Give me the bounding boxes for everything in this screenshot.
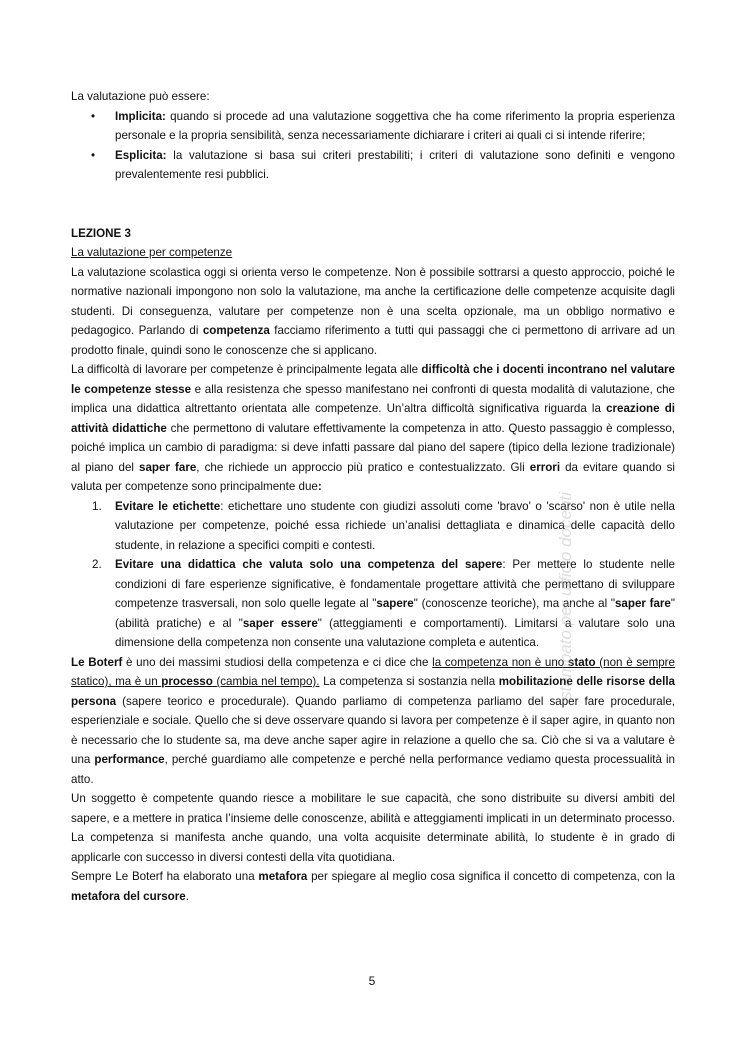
- lesson-section: [71, 224, 675, 907]
- paragraph: Un soggetto è competente quando riesce a mobilitare le sue capacità, che sono distribuite su diversi ambiti del sapere, e a mettere in pratica l’insieme delle conoscenze, abilità e atteggiamenti implicati in un determinato processo. La competenza si manifesta anche quando, una volta acquisite determinate abilità, lo studente è in grado di applicarle con successo in diversi contesti della vita quotidiana.: [71, 792, 675, 864]
- list-item: 2. Evitare una didattica che valuta solo una competenza del sapere: Per mettere lo studente nelle condizioni di fare esperienze significative, è fondamentale progettare attività che permettano di sviluppare competenze trasversali, non solo quelle legate al "sapere" (conoscenze teoriche), ma anche al "saper fare" (abilità pratiche) e al "saper essere" (atteggiamenti e comportamenti). Limitarsi a valutare solo una dimensione della competenza non consente una valutazione completa e autentica.: [92, 558, 675, 649]
- paragraph: La difficoltà di lavorare per competenze è principalmente legata alle difficoltà che i docenti incontrano nel valutare le competenze stesse e alla resistenza che spesso manifestano nei confronti di questa modalità di valutazione, che implica una didattica altrettanto orientata alle competenze. Un’altra difficoltà significativa riguarda la creazione di attività didattiche che permettono di valutare effettivamente la competenza in atto. Questo passaggio è complesso, poiché implica un cambio di paradigma: si deve infatti passare dal piano del sapere (tipico della lezione tradizionale) al piano del saper fare, che richiede un approccio più pratico e contestualizzato. Gli errori da evitare quando si valuta per competenze sono principalmente due:: [71, 363, 676, 493]
- term-implicit: Implicita:: [115, 109, 166, 123]
- lesson-subtitle: La valutazione per competenze: [71, 246, 233, 259]
- list-item: • Esplicita: la valutazione si basa sui criteri prestabiliti; i criteri di valutazione sono definiti e vengono prevalentemente resi pubblici.: [71, 146, 675, 185]
- watermark: stampato per ufficio docenti: [556, 492, 575, 700]
- intro-section: [71, 87, 675, 185]
- list-item: 1. Evitare le etichette: etichettare uno studente con giudizi assoluti come 'bravo' o 'scarso' non è utile nella valutazione per competenze, poiché essa richiede un’analisi dettagliata e dinamica delle capacità dello studente, in relazione a specifici compiti e contesti.: [92, 499, 675, 552]
- paragraph: Sempre Le Boterf ha elaborato una metafora per spiegare al meglio cosa significa il concetto di competenza, con la metafora del cursore.: [71, 870, 675, 903]
- paragraph: La valutazione scolastica oggi si orienta verso le competenze. Non è possibile sottrarsi a questo approccio, poiché le normative nazionali impongono non solo la valutazione, ma anche la certificazione delle competenze acquisite dagli studenti. Di conseguenza, valutare per competenze non è una scelta opzionale, ma un obbligo normativo e pedagogico. Parlando di competenza facciamo riferimento a tutti qui passaggi che ci permettono di arrivare ad un prodotto finale, quindi sono le conoscenze che si applicano.: [71, 265, 675, 357]
- paragraph: Le Boterf è uno dei massimi studiosi della competenza e ci dice che la competenza non è uno stato (non è sempre statico), ma è un processo (cambia nel tempo). La competenza si sostanzia nella mobilitazione delle risorse della persona (sapere teorico e procedurale). Quando parliamo di competenza parliamo del saper fare procedurale, esperienziale e sociale. Quello che si deve osservare quando si lavora per competenze è il saper agire, in quanto non è necessario che lo studente sa, ma deve anche saper agire in relazione a quello che sa. Ciò che si va a valutare è una performance, perché guardiamo alle competenze e perché nella performance vediamo questa processualità in atto.: [71, 655, 675, 786]
- term-explicit: Esplicita:: [115, 148, 167, 162]
- document-body: [71, 87, 675, 906]
- intro-lead: La valutazione può essere:: [71, 90, 210, 103]
- list-item: • Implicita: quando si procede ad una valutazione soggettiva che ha come riferimento la propria esperienza personale e la propria sensibilità, senza necessariamente dichiarare i criteri ai quali ci si intende riferire;: [71, 107, 675, 146]
- errors-list: [71, 497, 675, 653]
- lesson-heading: LEZIONE 3: [71, 226, 131, 240]
- page-number: 5: [368, 974, 376, 988]
- evaluation-types-list: [71, 107, 675, 185]
